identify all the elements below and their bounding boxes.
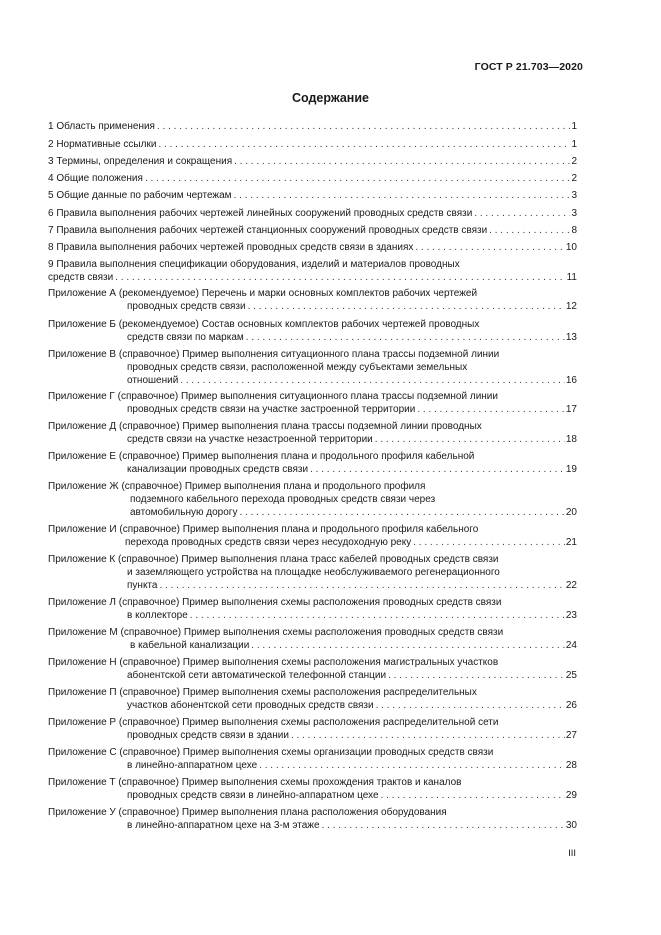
toc-entry-text: 5 Общие данные по рабочим чертежам: [48, 190, 232, 201]
toc-entry-text: пункта: [127, 580, 158, 591]
toc-entry-text: автомобильную дорогу: [130, 507, 238, 518]
toc-entry-text: участков абонентской сети проводных средств связи: [127, 700, 374, 711]
toc-entry-text: канализации проводных средств связи: [127, 464, 309, 475]
dot-leader: [157, 120, 570, 133]
toc-page-number: 25: [565, 670, 577, 681]
dot-leader: [190, 609, 565, 622]
page-number: III: [568, 848, 576, 859]
toc-title: Содержание: [291, 91, 369, 105]
toc-page-number: 13: [565, 332, 577, 343]
toc-entry-text: Приложение К (справочное) Пример выполнения плана трасс кабелей проводных средств связи: [48, 554, 499, 565]
toc-entry[interactable]: [48, 120, 577, 133]
toc-page-number: 19: [565, 464, 577, 475]
toc-entry-text: 6 Правила выполнения рабочих чертежей линейных сооружений проводных средств связи: [48, 208, 473, 219]
toc-page-number: 24: [565, 640, 577, 651]
toc-entry[interactable]: [48, 596, 577, 622]
toc-entry-text: 4 Общие положения: [48, 173, 143, 184]
toc-entry-text: Приложение Г (справочное) Пример выполнения ситуационного плана трассы подземной линии: [48, 391, 498, 402]
toc-entry[interactable]: [48, 189, 577, 202]
toc-entry-text: проводных средств связи в линейно-аппаратном цехе: [127, 790, 379, 801]
toc-entry-text: средств связи по маркам: [127, 332, 244, 343]
dot-leader: [239, 506, 564, 519]
toc-page-number: 17: [565, 404, 577, 415]
toc-entry[interactable]: [48, 626, 577, 652]
toc-page-number: 26: [565, 700, 577, 711]
toc-entry-text: Приложение Р (справочное) Пример выполнения схемы расположения распределительной сети: [48, 717, 499, 728]
toc-entry[interactable]: [48, 686, 577, 712]
dot-leader: [158, 138, 570, 151]
toc-entry[interactable]: [48, 138, 577, 151]
toc-page-number: 23: [565, 610, 577, 621]
toc-entry[interactable]: [48, 716, 577, 742]
toc-entry-text: Приложение У (справочное) Пример выполнения плана расположения оборудования: [48, 807, 447, 818]
toc-entry-text: в кабельной канализации: [130, 640, 250, 651]
dot-leader: [376, 699, 565, 712]
toc-entry-text: Приложение Л (справочное) Пример выполнения схемы расположения проводных средств связи: [48, 597, 502, 608]
toc-page-number: 22: [565, 580, 577, 591]
dot-leader: [234, 189, 571, 202]
table-of-contents: [48, 120, 577, 832]
toc-entry[interactable]: [48, 258, 577, 284]
toc-page-number: 1: [571, 121, 577, 132]
dot-leader: [415, 241, 565, 254]
toc-entry-text: Приложение П (справочное) Пример выполнения схемы расположения распределительных: [48, 687, 477, 698]
toc-entry-text: 1 Область применения: [48, 121, 155, 132]
dot-leader: [115, 271, 565, 284]
toc-entry-text: Приложение Е (справочное) Пример выполнения плана и продольного профиля кабельной: [48, 451, 475, 462]
toc-entry-text: Приложение И (справочное) Пример выполнения плана и продольного профиля кабельного: [48, 524, 479, 535]
dot-leader: [180, 374, 565, 387]
toc-entry-text: отношений: [127, 375, 179, 386]
toc-page-number: 11: [566, 272, 577, 283]
toc-page-number: 3: [571, 190, 577, 201]
toc-entry-text: Приложение Б (рекомендуемое) Состав основных комплектов рабочих чертежей проводных: [48, 319, 480, 330]
toc-entry-text: проводных средств связи: [127, 301, 246, 312]
dot-leader: [388, 669, 565, 682]
dot-leader: [248, 300, 565, 313]
toc-entry-text: Приложение Ж (справочное) Пример выполнения плана и продольного профиля: [48, 481, 426, 492]
toc-entry[interactable]: [48, 480, 577, 519]
toc-entry-text: подземного кабельного перехода проводных средств связи через: [130, 494, 436, 505]
toc-entry[interactable]: [48, 776, 577, 802]
toc-entry-text: проводных средств связи на участке застроенной территории: [127, 404, 416, 415]
toc-entry-text: Приложение Д (справочное) Пример выполнения плана трассы подземной линии проводных: [48, 421, 482, 432]
dot-leader: [246, 331, 565, 344]
toc-entry-text: в линейно-аппаратном цехе: [127, 760, 258, 771]
toc-entry[interactable]: [48, 241, 577, 254]
dot-leader: [322, 819, 565, 832]
toc-entry-text: Приложение А (рекомендуемое) Перечень и марки основных комплектов рабочих чертежей: [48, 288, 478, 299]
toc-entry[interactable]: [48, 224, 577, 237]
toc-entry-text: средств связи на участке незастроенной территории: [127, 434, 373, 445]
dot-leader: [145, 172, 571, 185]
toc-entry[interactable]: [48, 806, 577, 832]
dot-leader: [251, 639, 565, 652]
toc-entry-text: 2 Нормативные ссылки: [48, 139, 157, 150]
dot-leader: [489, 224, 570, 237]
toc-entry[interactable]: [48, 746, 577, 772]
toc-entry-text: Приложение В (справочное) Пример выполнения ситуационного плана трассы подземной линии: [48, 349, 500, 360]
toc-entry[interactable]: [48, 172, 577, 185]
toc-entry[interactable]: [48, 348, 577, 387]
toc-page-number: 27: [565, 730, 577, 741]
toc-entry-text: 7 Правила выполнения рабочих чертежей станционных сооружений проводных средств связи: [48, 225, 488, 236]
toc-page-number: 10: [565, 242, 577, 253]
dot-leader: [310, 463, 565, 476]
toc-entry-text: 8 Правила выполнения рабочих чертежей проводных средств связи в зданиях: [48, 242, 414, 253]
toc-entry[interactable]: [48, 450, 577, 476]
toc-entry-text: проводных средств связи в здании: [127, 730, 289, 741]
dot-leader: [375, 433, 565, 446]
dot-leader: [417, 403, 565, 416]
toc-entry-text: средств связи: [48, 272, 114, 283]
toc-entry-text: Приложение М (справочное) Пример выполнения схемы расположения проводных средств связи: [48, 627, 504, 638]
toc-entry-text: Приложение С (справочное) Пример выполнения схемы организации проводных средств связи: [48, 747, 494, 758]
toc-entry-text: перехода проводных средств связи через несудоходную реку: [125, 537, 412, 548]
toc-entry-text: абонентской сети автоматической телефонной станции: [127, 670, 387, 681]
toc-entry-text: 3 Термины, определения и сокращения: [48, 156, 233, 167]
dot-leader: [413, 536, 565, 549]
toc-entry-text: и заземляющего устройства на площадке необслуживаемого регенерационного: [127, 567, 500, 578]
toc-entry-text: проводных средств связи, расположенной между субъектами земельных: [127, 362, 468, 373]
toc-page-number: 20: [565, 507, 577, 518]
toc-entry[interactable]: [48, 553, 577, 592]
toc-page-number: 16: [565, 375, 577, 386]
document-code: ГОСТ Р 21.703—2020: [474, 61, 583, 73]
toc-entry-text: Приложение Т (справочное) Пример выполнения схемы прохождения трактов и каналов: [48, 777, 462, 788]
toc-entry[interactable]: [48, 207, 577, 220]
toc-page-number: 2: [571, 156, 577, 167]
dot-leader: [234, 155, 570, 168]
toc-entry-text: в коллекторе: [127, 610, 188, 621]
toc-page-number: 3: [571, 208, 577, 219]
toc-entry-text: в линейно-аппаратном цехе на 3-м этаже: [127, 820, 320, 831]
toc-entry[interactable]: [48, 318, 577, 344]
toc-page-number: 18: [565, 434, 577, 445]
toc-entry[interactable]: [48, 390, 577, 416]
toc-page-number: 1: [571, 139, 577, 150]
toc-page-number: 12: [565, 301, 577, 312]
toc-entry-text: 9 Правила выполнения спецификации оборудования, изделий и материалов проводных: [48, 259, 460, 270]
toc-entry[interactable]: [48, 420, 577, 446]
toc-page-number: 28: [565, 760, 577, 771]
toc-entry-text: Приложение Н (справочное) Пример выполнения схемы расположения магистральных участков: [48, 657, 499, 668]
toc-page-number: 30: [565, 820, 577, 831]
dot-leader: [381, 789, 565, 802]
toc-page-number: 21: [565, 537, 577, 548]
toc-entry[interactable]: [48, 656, 577, 682]
toc-entry[interactable]: [48, 523, 577, 549]
toc-page-number: 2: [571, 173, 577, 184]
dot-leader: [259, 759, 565, 772]
dot-leader: [474, 207, 570, 220]
toc-entry[interactable]: [48, 155, 577, 168]
toc-entry[interactable]: [48, 287, 577, 313]
toc-page-number: 29: [565, 790, 577, 801]
dot-leader: [291, 729, 565, 742]
dot-leader: [159, 579, 564, 592]
toc-page-number: 8: [571, 225, 577, 236]
